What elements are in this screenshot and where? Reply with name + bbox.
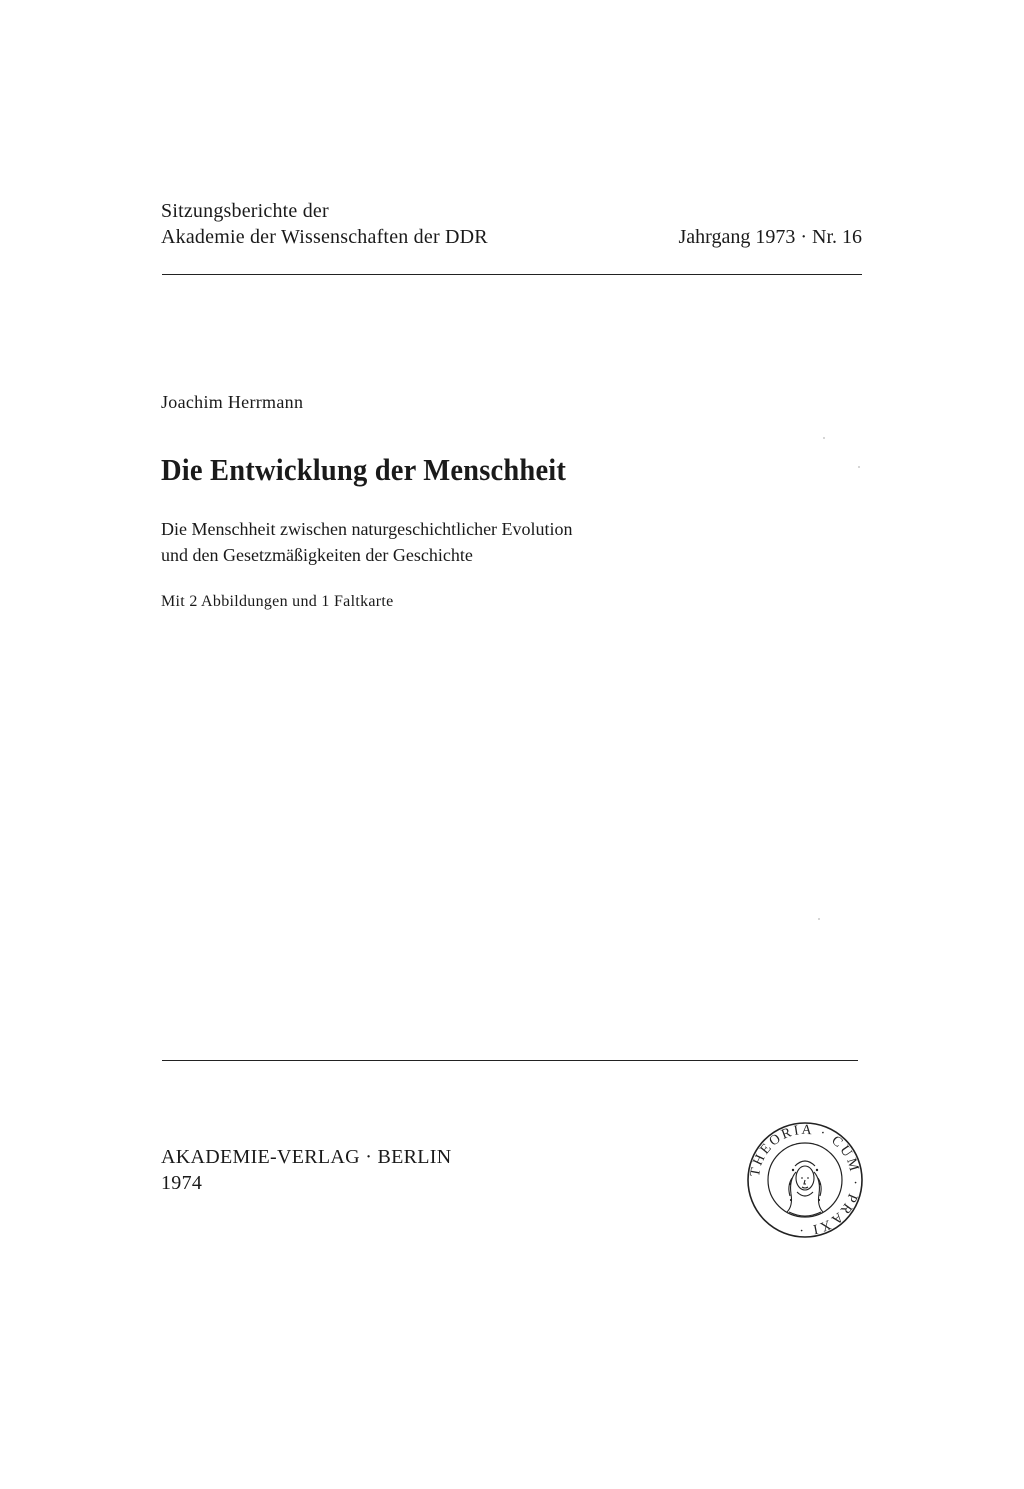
scan-speck bbox=[823, 437, 825, 439]
bottom-divider bbox=[162, 1060, 858, 1061]
publisher-name: AKADEMIE-VERLAG · BERLIN bbox=[161, 1146, 452, 1168]
subtitle-line-2: und den Gesetzmäßigkeiten der Geschichte bbox=[161, 545, 473, 565]
scan-speck bbox=[858, 466, 860, 468]
illustrations-note: Mit 2 Abbildungen und 1 Faltkarte bbox=[161, 593, 394, 610]
volume-info: Jahrgang 1973 · Nr. 16 bbox=[678, 226, 862, 248]
subtitle-line-1: Die Menschheit zwischen naturgeschichtlicher Evolution bbox=[161, 519, 573, 539]
publication-year: 1974 bbox=[161, 1172, 203, 1194]
author-name: Joachim Herrmann bbox=[161, 392, 304, 412]
scan-speck bbox=[818, 918, 820, 920]
svg-text:THEORIA · CUM · PRAXI ·: THEORIA · CUM · PRAXI · bbox=[747, 1122, 863, 1238]
series-title-line-2: Akademie der Wissenschaften der DDR bbox=[161, 226, 488, 248]
top-divider bbox=[162, 274, 862, 275]
book-title: Die Entwicklung der Menschheit bbox=[161, 452, 567, 487]
publisher-seal-logo bbox=[745, 1120, 865, 1240]
series-title-line-1: Sitzungsberichte der bbox=[161, 200, 329, 222]
